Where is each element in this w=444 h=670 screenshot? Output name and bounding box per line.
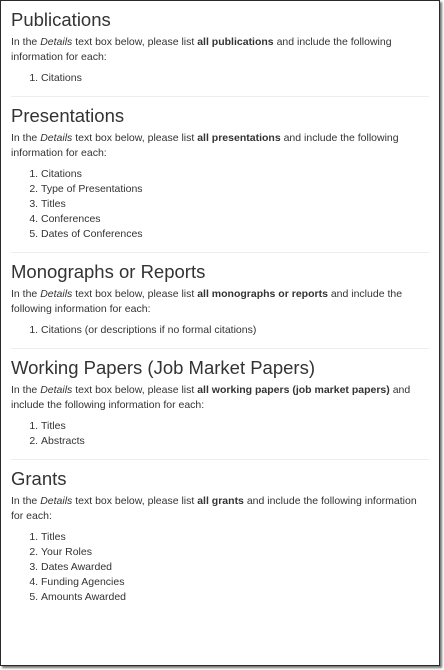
requirements-list bbox=[11, 71, 429, 86]
list-item: 4. Conferences bbox=[41, 212, 429, 227]
section-title: Grants bbox=[11, 468, 67, 489]
details-emphasis: Details bbox=[40, 288, 73, 300]
list-item: 3. Dates Awarded bbox=[41, 560, 429, 575]
section-bold-target: all working papers (job market papers) bbox=[197, 384, 390, 396]
list-item: 1. Citations bbox=[41, 167, 429, 182]
section-bold-target: all monographs or reports bbox=[197, 288, 328, 300]
list-item: 1. Titles bbox=[41, 419, 429, 434]
section-bold-target: all presentations bbox=[197, 132, 281, 144]
section-working-papers bbox=[11, 348, 429, 449]
section-bold-target: all grants bbox=[197, 495, 244, 507]
section-title: Presentations bbox=[11, 105, 125, 126]
requirements-list bbox=[11, 167, 429, 242]
section-monographs bbox=[11, 252, 429, 338]
details-emphasis: Details bbox=[40, 495, 73, 507]
section-bold-target: all publications bbox=[197, 36, 274, 48]
list-item: 4. Funding Agencies bbox=[41, 575, 429, 590]
section-title: Monographs or Reports bbox=[11, 261, 206, 282]
list-item: 1. Titles bbox=[41, 530, 429, 545]
instructions-content bbox=[1, 1, 439, 605]
section-grants bbox=[11, 459, 429, 605]
details-emphasis: Details bbox=[40, 132, 73, 144]
list-item: 2. Abstracts bbox=[41, 434, 429, 449]
list-item: 1. Citations (or descriptions if no formal citations) bbox=[41, 323, 429, 338]
requirements-list bbox=[11, 419, 429, 449]
section-intro: In the Details text box below, please list all monographs or reports and include the following information for each: bbox=[11, 288, 403, 315]
requirements-list bbox=[11, 530, 429, 605]
section-intro: In the Details text box below, please list all publications and include the following information for each: bbox=[11, 36, 392, 63]
list-item: 5. Dates of Conferences bbox=[41, 227, 429, 242]
section-presentations bbox=[11, 96, 429, 242]
section-publications bbox=[11, 1, 429, 86]
details-emphasis: Details bbox=[40, 36, 73, 48]
list-item: 2. Your Roles bbox=[41, 545, 429, 560]
section-title: Publications bbox=[11, 9, 111, 30]
section-intro: In the Details text box below, please list all presentations and include the following information for each: bbox=[11, 132, 399, 159]
section-intro: In the Details text box below, please list all grants and include the following information for each: bbox=[11, 495, 417, 522]
details-emphasis: Details bbox=[40, 384, 73, 396]
list-item: 5. Amounts Awarded bbox=[41, 590, 429, 605]
list-item: 3. Titles bbox=[41, 197, 429, 212]
requirements-list bbox=[11, 323, 429, 338]
list-item: 1. Citations bbox=[41, 71, 429, 86]
section-intro: In the Details text box below, please list all working papers (job market papers) and include the following information for each: bbox=[11, 384, 411, 411]
list-item: 2. Type of Presentations bbox=[41, 182, 429, 197]
section-title: Working Papers (Job Market Papers) bbox=[11, 357, 315, 378]
